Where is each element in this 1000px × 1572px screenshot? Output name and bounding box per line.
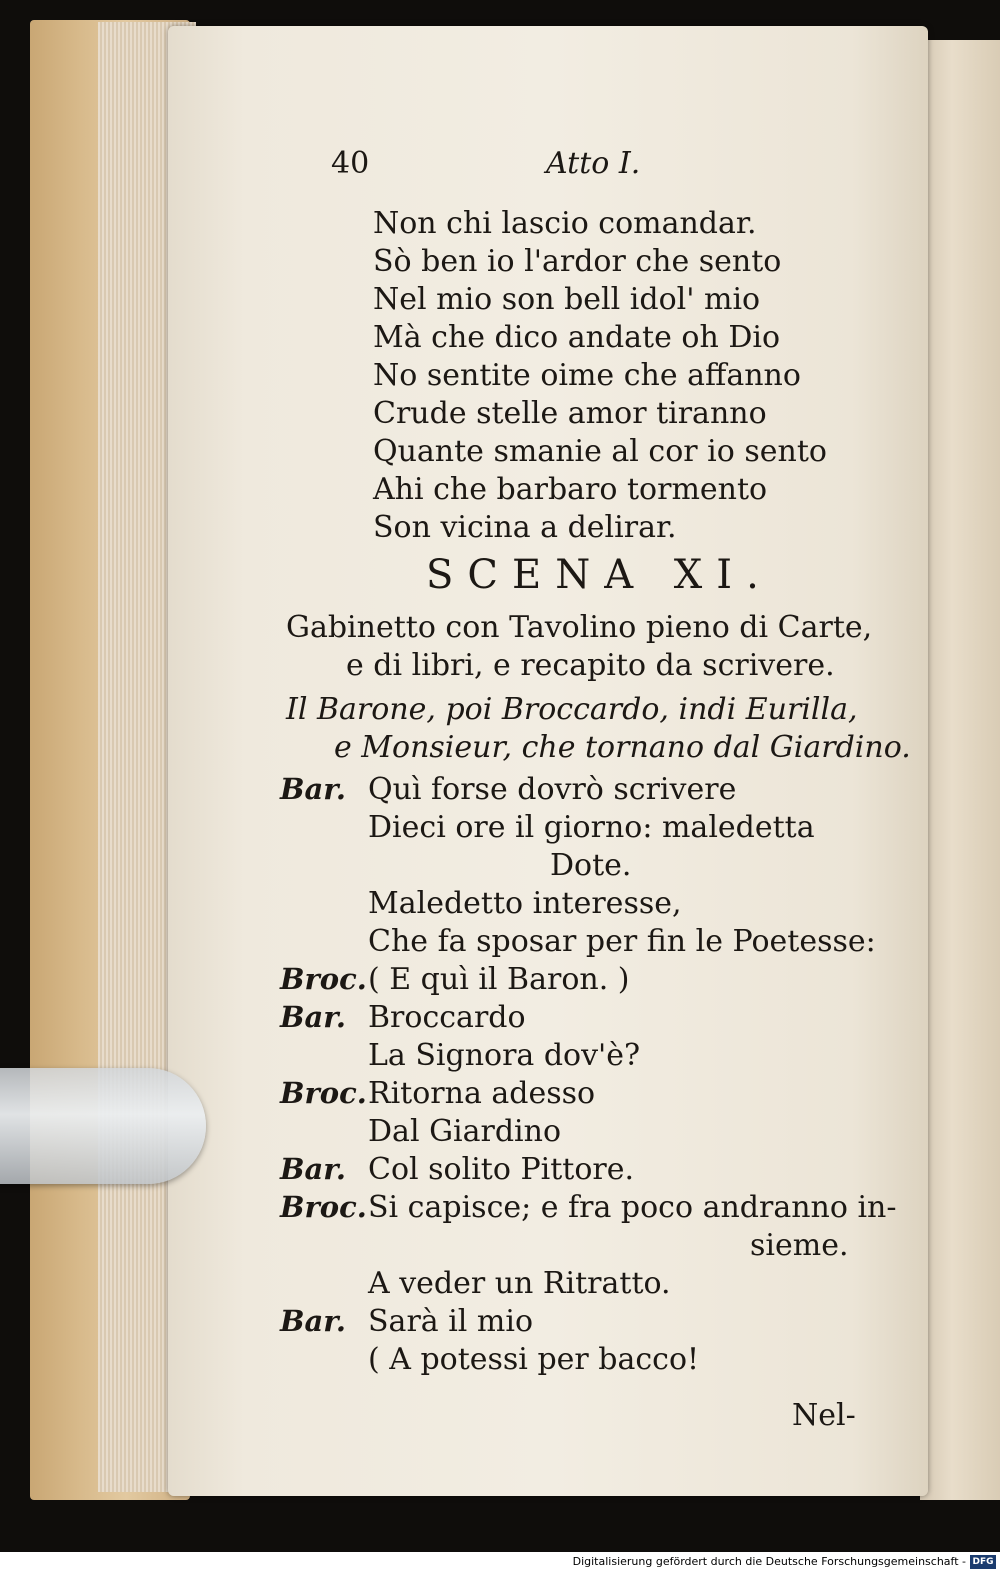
dialogue-line: Dieci ore il giorno: maledetta (368, 810, 815, 845)
dialogue-line: Col solito Pittore. (368, 1152, 635, 1187)
dialogue-line: A veder un Ritratto. (368, 1266, 671, 1301)
page-clip (0, 1068, 206, 1184)
verse-line: Nel mio son bell idol' mio (373, 282, 761, 317)
dialogue-line: Sarà il mio (368, 1304, 534, 1339)
verse-line: No sentite oime che affanno (373, 358, 801, 393)
verse-line: Crude stelle amor tiranno (373, 396, 767, 431)
dialogue-line: Maledetto interesse, (368, 886, 682, 921)
footer-bar (0, 1552, 1000, 1572)
verse-line: Sò ben io l'ardor che sento (373, 244, 782, 279)
verse-line: Mà che dico andate oh Dio (373, 320, 781, 355)
verse-line: Son vicina a delirar. (373, 510, 677, 545)
characters-line: e Monsieur, che tornano dal Giardino. (334, 730, 911, 765)
dfg-logo: DFG (970, 1555, 996, 1569)
dialogue-line: Ritorna adesso (368, 1076, 596, 1111)
setting-line: e di libri, e recapito da scrivere. (346, 648, 835, 683)
speaker-label: Bar. (280, 1304, 347, 1338)
dialogue-line: La Signora dov'è? (368, 1038, 641, 1073)
dialogue-line: ( A potessi per bacco! (368, 1342, 700, 1377)
dialogue-line: Broccardo (368, 1000, 526, 1035)
scene-title: SCENA XI. (426, 552, 773, 598)
verse-line: Non chi lascio comandar. (373, 206, 757, 241)
catchword: Nel- (792, 1398, 856, 1433)
setting-line: Gabinetto con Tavolino pieno di Carte, (286, 610, 873, 645)
book-page (168, 26, 928, 1496)
speaker-label: Broc. (280, 962, 367, 996)
dialogue-line: ( E quì il Baron. ) (368, 962, 630, 997)
dialogue-line: Si capisce; e fra poco andranno in- (368, 1190, 897, 1225)
speaker-label: Broc. (280, 1076, 367, 1110)
characters-line: Il Barone, poi Broccardo, indi Eurilla, (286, 692, 858, 727)
dialogue-line: Dote. (550, 848, 632, 883)
running-title: Atto I. (546, 146, 641, 181)
verse-line: Quante smanie al cor io sento (373, 434, 827, 469)
speaker-label: Bar. (280, 772, 347, 806)
speaker-label: Broc. (280, 1190, 367, 1224)
dialogue-line: Quì forse dovrò scrivere (368, 772, 737, 807)
dialogue-line: Dal Giardino (368, 1114, 562, 1149)
dialogue-line: Che fa sposar per fin le Poetesse: (368, 924, 876, 959)
facing-page-edge (920, 40, 1000, 1500)
speaker-label: Bar. (280, 1000, 347, 1034)
footer-credit: Digitalisierung gefördert durch die Deutsche Forschungsgemeinschaft - (572, 1555, 966, 1568)
page-number: 40 (331, 146, 370, 181)
verse-line: Ahi che barbaro tormento (373, 472, 768, 507)
speaker-label: Bar. (280, 1152, 347, 1186)
dialogue-line: sieme. (750, 1228, 849, 1263)
